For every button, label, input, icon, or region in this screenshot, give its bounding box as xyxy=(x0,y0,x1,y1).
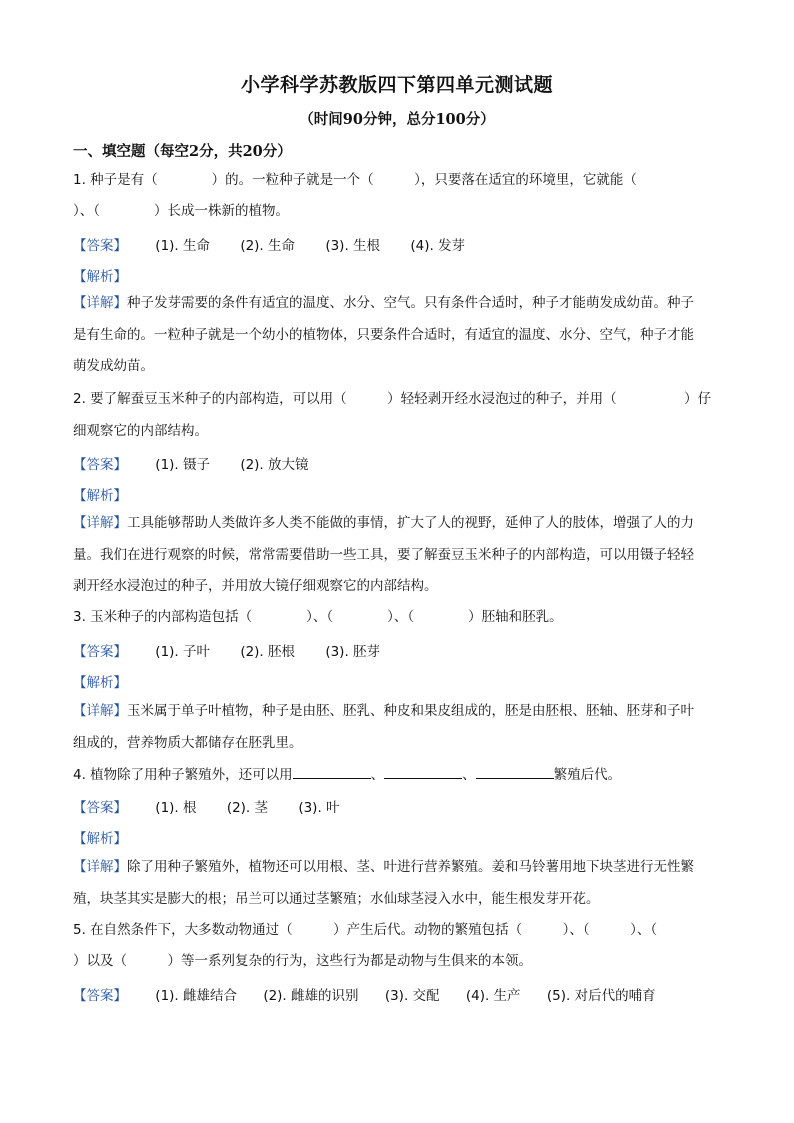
answer-item: (1). 子叶 xyxy=(155,644,211,660)
question-2-line-2: 细观察它的内部结构。 xyxy=(73,423,208,439)
answer-item: (4). 生产 xyxy=(465,988,521,1004)
answer-item: (2). 茎 xyxy=(226,800,269,816)
question-4-detail-1: 【详解】除了用种子繁殖外，植物还可以用根、茎、叶进行营养繁殖。姜和马铃薯用地下块茎进行无性繁 xyxy=(73,859,694,875)
question-2-line-1: 2. 要了解蚕豆玉米种子的内部构造，可以用（ ）轻轻剥开经水浸泡过的种子，并用（ ）仔 xyxy=(73,391,712,407)
blank-underline xyxy=(384,764,462,779)
question-3-detail-2: 组成的，营养物质大都储存在胚乳里。 xyxy=(73,735,303,751)
detail-label: 【详解】 xyxy=(73,295,127,311)
question-5-line-1: 5. 在自然条件下，大多数动物通过（ ）产生后代。动物的繁殖包括（ ）、（ ）、（ xyxy=(73,922,658,938)
answer-item: (1). 镊子 xyxy=(155,457,211,473)
question-2-detail-2: 量。我们在进行观察的时候，常常需要借助一些工具，要了解蚕豆玉米种子的内部构造，可以用镊子轻轻 xyxy=(73,547,694,563)
question-2-answer xyxy=(73,453,335,473)
answer-item: (3). 生根 xyxy=(325,238,381,254)
answer-label: 【答案】 xyxy=(73,644,127,660)
answer-item: (1). 生命 xyxy=(155,238,211,254)
question-1-line-1: 1. 种子是有（ ）的。一粒种子就是一个（ ），只要落在适宜的环境里，它就能（ xyxy=(73,172,637,188)
analysis-label: 【解析】 xyxy=(73,831,127,847)
detail-label: 【详解】 xyxy=(73,515,127,531)
answer-item: (4). 发芽 xyxy=(410,238,466,254)
answer-item: (1). 雌雄结合 xyxy=(155,988,238,1004)
answer-label: 【答案】 xyxy=(73,238,127,254)
question-1-line-2: ）、（ ）长成一株新的植物。 xyxy=(73,203,289,219)
page-title: 小学科学苏教版四下第四单元测试题 xyxy=(240,74,553,96)
question-4-line-1: 4. 植物除了用种子繁殖外，还可以用 、 、 繁殖后代。 xyxy=(73,764,723,785)
question-1-detail-3: 萌发成幼苗。 xyxy=(73,358,154,374)
question-1-detail-1: 【详解】种子发芽需要的条件有适宜的温度、水分、空气。只有条件合适时，种子才能萌发成幼苗。种子 xyxy=(73,295,694,311)
question-1-detail-2: 是有生命的。一粒种子就是一个幼小的植物体，只要条件合适时，有适宜的温度、水分、空气，种子才能 xyxy=(73,327,694,343)
answer-label: 【答案】 xyxy=(73,988,127,1004)
question-2-detail-3: 剥开经水浸泡过的种子，并用放大镜仔细观察它的内部结构。 xyxy=(73,578,438,594)
detail-label: 【详解】 xyxy=(73,859,127,875)
page-subtitle: （时间90分钟，总分100分） xyxy=(299,111,495,128)
question-3-detail-1: 【详解】玉米属于单子叶植物，种子是由胚、胚乳、种皮和果皮组成的，胚是由胚根、胚轴、胚芽和子叶 xyxy=(73,703,694,719)
answer-item: (2). 胚根 xyxy=(240,644,296,660)
question-3-answer xyxy=(73,640,406,660)
analysis-label: 【解析】 xyxy=(73,269,127,285)
analysis-label: 【解析】 xyxy=(73,675,127,691)
answer-item: (2). 生命 xyxy=(240,238,296,254)
blank-underline xyxy=(476,764,554,779)
question-3-line-1: 3. 玉米种子的内部构造包括（ ）、（ ）、（ ）胚轴和胚乳。 xyxy=(73,609,563,625)
answer-label: 【答案】 xyxy=(73,800,127,816)
question-1-answer xyxy=(73,234,491,254)
answer-item: (3). 胚芽 xyxy=(325,644,381,660)
answer-item: (3). 交配 xyxy=(384,988,440,1004)
answer-item: (1). 根 xyxy=(155,800,197,816)
answer-item: (3). 叶 xyxy=(298,800,340,816)
question-4-answer xyxy=(73,796,366,816)
question-5-line-2: ）以及（ ）等一系列复杂的行为，这些行为都是动物与生俱来的本领。 xyxy=(73,953,532,969)
detail-label: 【详解】 xyxy=(73,703,127,719)
question-5-answer xyxy=(73,984,656,1004)
answer-item: (5). 对后代的哺育 xyxy=(546,988,656,1004)
answer-item: (2). 雌雄的识别 xyxy=(263,988,359,1004)
question-2-detail-1: 【详解】工具能够帮助人类做许多人类不能做的事情，扩大了人的视野，延伸了人的肢体，增强了人的力 xyxy=(73,515,694,531)
answer-item: (2). 放大镜 xyxy=(240,457,309,473)
section-heading: 一、填空题（每空2分，共20分） xyxy=(73,143,292,160)
analysis-label: 【解析】 xyxy=(73,488,127,504)
blank-underline xyxy=(293,764,371,779)
question-4-detail-2: 殖，块茎其实是膨大的根；吊兰可以通过茎繁殖；水仙球茎浸入水中，能生根发芽开花。 xyxy=(73,891,600,907)
answer-label: 【答案】 xyxy=(73,457,127,473)
